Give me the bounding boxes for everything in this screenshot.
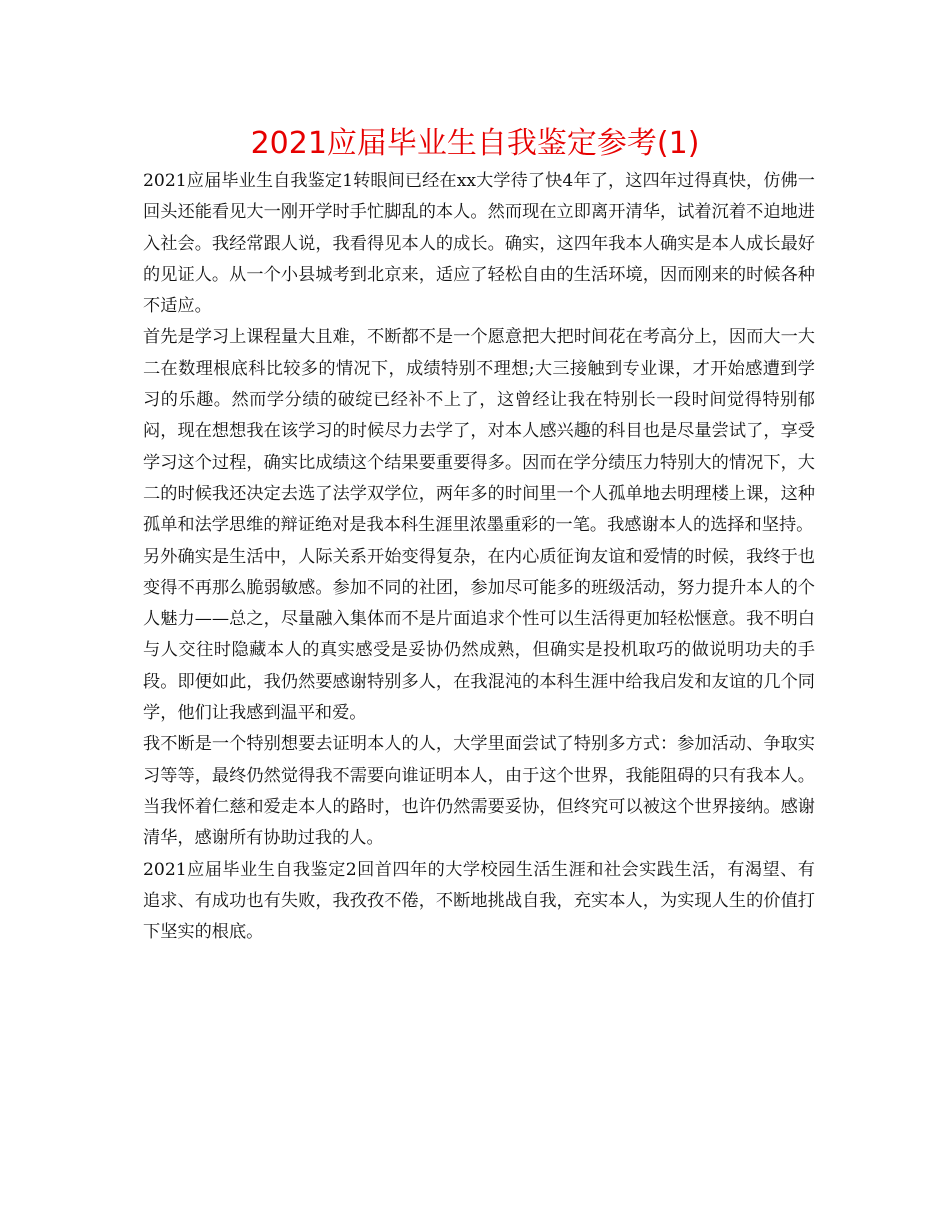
paragraph: 2021应届毕业生自我鉴定1转眼间已经在xx大学待了快4年了，这四年过得真快，仿佛一回头还能看见大一刚开学时手忙脚乱的本人。然而现在立即离开清华，试着沉着不迫地进入社会。我经常跟人说，我看得见本人的成长。确实，这四年我本人确实是本人成长最好的见证人。从一个小县城考到北京来，适应了轻松自由的生活环境，因而刚来的时候各种不适应。: [143, 171, 815, 317]
document-title: 2021应届毕业生自我鉴定参考(1): [250, 126, 700, 161]
document-body: [143, 166, 815, 948]
paragraph: 2021应届毕业生自我鉴定2回首四年的大学校园生活生涯和社会实践生活，有渴望、有追求、有成功也有失败，我孜孜不倦，不断地挑战自我，充实本人，为实现人生的价值打下坚实的根底。: [143, 859, 815, 943]
paragraph: 我不断是一个特别想要去证明本人的人，大学里面尝试了特别多方式：参加活动、争取实习等等，最终仍然觉得我不需要向谁证明本人，由于这个世界，我能阻碍的只有我本人。当我怀着仁慈和爱走本人的路时，也许仍然需要妥协，但终究可以被这个世界接纳。感谢清华，感谢所有协助过我的人。: [143, 734, 815, 849]
paragraph: 另外确实是生活中，人际关系开始变得复杂，在内心质征询友谊和爱情的时候，我终于也变得不再那么脆弱敏感。参加不同的社团，参加尽可能多的班级活动，努力提升本人的个人魅力——总之，尽量融入集体而不是片面追求个性可以生活得更加轻松惬意。我不明白与人交往时隐藏本人的真实感受是妥协仍然成熟，但确实是投机取巧的做说明功夫的手段。即便如此，我仍然要感谢特别多人，在我混沌的本科生涯中给我启发和友谊的几个同学，他们让我感到温平和爱。: [143, 546, 815, 724]
paragraph: 首先是学习上课程量大且难，不断都不是一个愿意把大把时间花在考高分上，因而大一大二在数理根底科比较多的情况下，成绩特别不理想;大三接触到专业课，才开始感遭到学习的乐趣。然而学分绩的破绽已经补不上了，这曾经让我在特别长一段时间觉得特别郁闷，现在想想我在该学习的时候尽力去学了，对本人感兴趣的科目也是尽量尝试了，享受学习这个过程，确实比成绩这个结果要重要得多。因而在学分绩压力特别大的情况下，大二的时候我还决定去选了法学双学位，两年多的时间里一个人孤单地去明理楼上课，这种孤单和法学思维的辩证绝对是我本科生涯里浓墨重彩的一笔。我感谢本人的选择和坚持。: [143, 327, 815, 536]
